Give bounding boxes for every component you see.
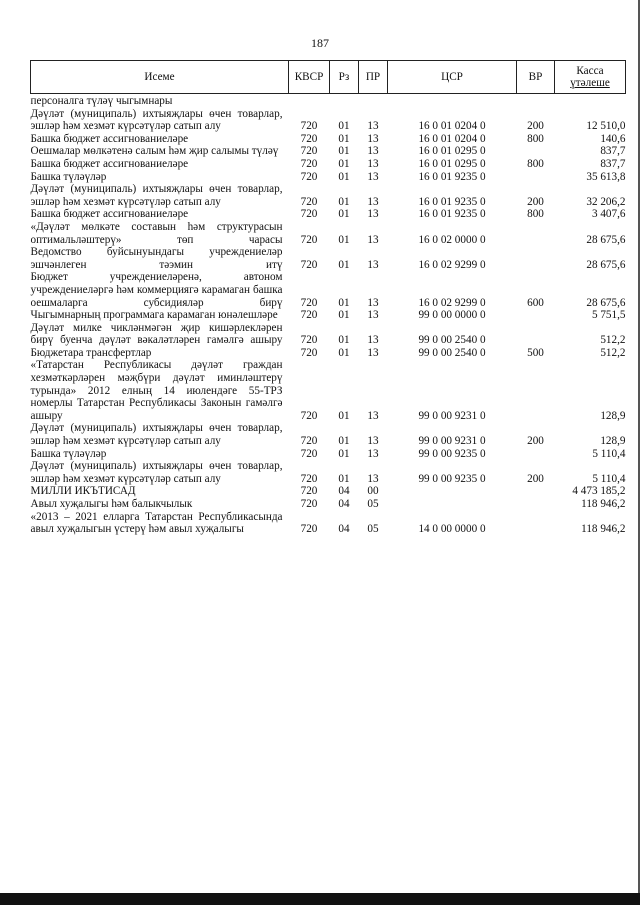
table-row — [31, 359, 626, 422]
table-row — [31, 511, 626, 536]
cell-kassa — [555, 94, 626, 108]
cell-vr — [517, 145, 555, 158]
cell-vr — [517, 448, 555, 461]
cell-kassa: 837,7 — [600, 145, 626, 158]
cell-csr — [388, 94, 517, 108]
cell-name: Дәүләт (муниципаль) ихтыяҗлары өчен товарлар, эшләр һәм хезмәт күрсәтүләр сатып алу — [30, 460, 283, 485]
cell-vr: 200 — [527, 120, 544, 133]
cell-name: Башка бюджет ассигнованиеләре — [30, 208, 189, 221]
cell-rz: 01 — [338, 208, 350, 221]
table-row — [31, 158, 626, 171]
table-row — [31, 422, 626, 447]
cell-name: Башка бюджет ассигнованиеләре — [30, 132, 189, 145]
cell-kvsr: 720 — [300, 435, 318, 448]
cell-pr: 13 — [367, 409, 379, 422]
cell-rz: 01 — [338, 132, 350, 145]
cell-name: Башка бюджет ассигнованиеләре — [30, 157, 189, 170]
header-pr: ПР — [359, 61, 388, 94]
table-row — [31, 322, 626, 347]
header-csr: ЦСР — [388, 61, 517, 94]
cell-kvsr: 720 — [300, 447, 318, 460]
table-row — [31, 221, 626, 246]
table-row — [31, 271, 626, 309]
cell-kvsr: 720 — [300, 120, 318, 133]
cell-kvsr: 720 — [300, 346, 318, 359]
header-kassa — [555, 61, 626, 94]
cell-name: Дәүләт (муниципаль) ихтыяҗлары өчен товарлар, эшләр һәм хезмәт күрсәтүләр сатып алу — [30, 422, 283, 448]
cell-kassa: 35 613,8 — [586, 170, 626, 183]
cell-pr: 13 — [367, 435, 379, 448]
cell-vr — [517, 171, 555, 184]
cell-pr: 13 — [367, 145, 379, 158]
cell-kvsr: 720 — [300, 132, 318, 145]
cell-csr: 16 0 02 9299 0 — [418, 258, 486, 271]
cell-vr — [517, 322, 555, 347]
cell-name: Ведомство буйсынуындагы учреждениеләр эшчәнлеген тәэмин итү — [30, 246, 283, 271]
cell-vr — [517, 246, 555, 271]
cell-pr: 13 — [367, 120, 379, 133]
cell-kvsr: 720 — [300, 296, 318, 309]
cell-pr: 13 — [367, 170, 379, 183]
cell-rz: 01 — [338, 195, 350, 208]
cell-rz: 01 — [338, 296, 350, 309]
cell-kvsr: 720 — [300, 170, 318, 183]
cell-kassa: 5 110,4 — [592, 447, 626, 460]
cell-kvsr: 720 — [300, 208, 318, 221]
cell-rz: 01 — [338, 346, 350, 359]
cell-pr: 13 — [367, 472, 379, 485]
cell-csr — [388, 485, 517, 498]
table-row — [31, 498, 626, 511]
cell-kvsr: 720 — [300, 233, 318, 246]
cell-kassa: 4 473 185,2 — [572, 485, 626, 498]
cell-kvsr: 720 — [300, 485, 318, 498]
cell-name: персоналга түләү чыгымнары — [30, 95, 173, 107]
cell-kvsr: 720 — [300, 145, 318, 158]
cell-rz: 04 — [338, 523, 350, 536]
table-row — [31, 208, 626, 221]
cell-vr — [517, 511, 555, 536]
cell-vr — [517, 221, 555, 246]
cell-pr: 13 — [367, 233, 379, 246]
cell-rz: 01 — [338, 309, 350, 322]
cell-name: МИЛЛИ ИКЪТИСАД — [30, 485, 136, 498]
cell-csr — [388, 498, 517, 511]
cell-kassa: 118 946,2 — [581, 523, 626, 536]
table-row — [31, 183, 626, 208]
cell-kassa: 140,6 — [600, 132, 626, 145]
cell-name: Дәүләт милке чикләнмәгән җир кишәрлекләрен бирү буенча дәүләт вәкаләтләрен гамәлгә ашыру — [30, 321, 283, 347]
cell-vr: 800 — [527, 208, 544, 221]
cell-csr: 99 0 00 0000 0 — [418, 309, 486, 322]
cell-name: Бюджетара трансфертлар — [30, 346, 152, 359]
cell-csr: 16 0 01 0295 0 — [418, 157, 486, 170]
cell-name: Башка түләүләр — [30, 170, 107, 183]
table-row — [31, 460, 626, 485]
cell-csr: 16 0 02 0000 0 — [418, 233, 486, 246]
cell-csr: 16 0 01 0295 0 — [418, 145, 486, 158]
cell-name: Бюджет учреждениеләренә, автоном учреждениеләргә һәм коммерциягә карамаган башка оешмаларга субсидияләр бирү — [30, 271, 283, 309]
table-row — [31, 309, 626, 322]
cell-kvsr: 720 — [300, 157, 318, 170]
cell-rz: 01 — [338, 258, 350, 271]
cell-csr: 16 0 01 0204 0 — [418, 132, 486, 145]
cell-kassa: 837,7 — [600, 157, 626, 170]
cell-csr: 16 0 01 9235 0 — [418, 208, 486, 221]
cell-vr: 800 — [527, 157, 544, 170]
header-rz: Рз — [330, 61, 359, 94]
cell-name: «Татарстан Республикасы дәүләт граждан хезмәткәрләрен мәҗбүри дәүләт иминләштерү турында» 2012 елның 14 июлендәге 55-ТРЗ номерлы Татарстан Республикасы Законын гамәлгә ашыру — [30, 359, 283, 422]
cell-csr: 99 0 00 2540 0 — [418, 346, 486, 359]
page-number: 187 — [311, 36, 329, 50]
cell-pr: 13 — [367, 346, 379, 359]
cell-rz: 01 — [338, 409, 350, 422]
cell-vr — [517, 498, 555, 511]
cell-rz: 01 — [338, 435, 350, 448]
table-header — [31, 61, 626, 94]
table-row — [31, 108, 626, 133]
cell-pr: 13 — [367, 157, 379, 170]
cell-kassa: 128,9 — [600, 409, 626, 422]
cell-vr: 800 — [527, 132, 544, 145]
cell-vr: 200 — [527, 435, 544, 448]
cell-kvsr: 720 — [300, 523, 318, 536]
cell-vr: 600 — [527, 296, 544, 309]
cell-pr: 13 — [367, 309, 379, 322]
cell-kassa: 5 751,5 — [591, 309, 626, 322]
cell-pr: 00 — [367, 485, 379, 498]
cell-kassa: 512,2 — [600, 334, 626, 347]
cell-csr: 99 0 00 9231 0 — [418, 435, 486, 448]
cell-vr: 200 — [527, 195, 544, 208]
cell-csr: 99 0 00 9235 0 — [418, 472, 486, 485]
cell-pr: 13 — [367, 208, 379, 221]
table-row — [31, 448, 626, 461]
cell-kvsr: 720 — [300, 472, 318, 485]
cell-vr — [517, 485, 555, 498]
cell-pr: 05 — [367, 523, 379, 536]
cell-name: Чыгымнарның программага карамаган юнәлешләре — [30, 309, 278, 322]
cell-vr — [517, 309, 555, 322]
cell-vr: 200 — [527, 472, 544, 485]
cell-rz — [330, 94, 359, 108]
cell-csr: 99 0 00 9231 0 — [418, 409, 486, 422]
cell-kvsr: 720 — [300, 409, 318, 422]
cell-kvsr: 720 — [300, 309, 318, 322]
budget-table — [30, 60, 626, 536]
table-row — [31, 171, 626, 184]
cell-kvsr — [289, 94, 330, 108]
table-row — [31, 347, 626, 360]
cell-name: Башка түләүләр — [30, 447, 107, 460]
cell-kassa: 28 675,6 — [586, 233, 626, 246]
cell-csr: 14 0 00 0000 0 — [418, 523, 486, 536]
cell-pr: 13 — [367, 195, 379, 208]
header-kassa-line2: үтәлеше — [570, 77, 610, 89]
cell-vr: 500 — [527, 346, 544, 359]
cell-kassa: 512,2 — [600, 346, 626, 359]
cell-kassa: 5 110,4 — [592, 472, 626, 485]
cell-csr: 16 0 02 9299 0 — [418, 296, 486, 309]
cell-csr: 16 0 01 0204 0 — [418, 120, 486, 133]
cell-csr: 99 0 00 9235 0 — [418, 447, 486, 460]
cell-csr: 99 0 00 2540 0 — [418, 334, 486, 347]
table-row — [31, 94, 626, 108]
cell-pr — [359, 94, 388, 108]
cell-kvsr: 720 — [300, 498, 318, 510]
cell-pr: 13 — [367, 447, 379, 460]
cell-name: «Дәүләт мөлкәте составын һәм структурасын оптимальләштерү» төп чарасы — [30, 220, 283, 246]
scan-bottom-bar — [0, 893, 640, 905]
cell-pr: 13 — [367, 296, 379, 309]
cell-kassa: 12 510,0 — [586, 120, 626, 133]
cell-pr: 13 — [367, 334, 379, 347]
header-vr: ВР — [517, 61, 555, 94]
cell-kvsr: 720 — [300, 334, 318, 347]
cell-kassa: 118 946,2 — [581, 498, 626, 510]
cell-rz: 01 — [338, 170, 350, 183]
cell-csr: 16 0 01 9235 0 — [418, 170, 486, 183]
table-row — [31, 145, 626, 158]
cell-rz: 04 — [338, 498, 350, 510]
cell-rz: 01 — [338, 145, 350, 158]
table-body — [31, 94, 626, 536]
cell-kvsr: 720 — [300, 258, 318, 271]
header-kassa-line1: Касса — [576, 65, 604, 77]
cell-rz: 01 — [338, 334, 350, 347]
header-name: Исеме — [31, 61, 289, 94]
cell-kassa: 32 206,2 — [586, 195, 626, 208]
cell-rz: 01 — [338, 157, 350, 170]
cell-name: Авыл хуҗалыгы һәм балыкчылык — [30, 498, 193, 510]
cell-pr: 13 — [367, 132, 379, 145]
cell-kassa: 28 675,6 — [586, 258, 626, 271]
cell-rz: 01 — [338, 472, 350, 485]
cell-name: «2013 – 2021 елларга Татарстан Республикасында авыл хуҗалыгын үстерү һәм авыл хуҗалыгы — [30, 510, 283, 536]
cell-rz: 01 — [338, 233, 350, 246]
cell-pr: 13 — [367, 258, 379, 271]
cell-kassa: 28 675,6 — [586, 296, 626, 309]
cell-vr — [517, 94, 555, 108]
table-row — [31, 133, 626, 146]
table-row — [31, 485, 626, 498]
cell-rz: 01 — [338, 447, 350, 460]
cell-kassa: 128,9 — [600, 435, 626, 448]
cell-kassa: 3 407,6 — [591, 208, 626, 221]
table-row — [31, 246, 626, 271]
cell-name: Оешмалар мөлкәтенә салым һәм җир салымы түләү — [30, 145, 279, 158]
cell-name: Дәүләт (муниципаль) ихтыяҗлары өчен товарлар, эшләр һәм хезмәт күрсәтүләр сатып алу — [30, 107, 283, 133]
cell-pr: 05 — [367, 498, 379, 510]
cell-vr — [517, 359, 555, 422]
cell-rz: 04 — [338, 485, 350, 498]
cell-kvsr: 720 — [300, 195, 318, 208]
header-kvsr: КВСР — [289, 61, 330, 94]
cell-name: Дәүләт (муниципаль) ихтыяҗлары өчен товарлар, эшләр һәм хезмәт күрсәтүләр сатып алу — [30, 183, 283, 208]
cell-rz: 01 — [338, 120, 350, 133]
cell-csr: 16 0 01 9235 0 — [418, 195, 486, 208]
